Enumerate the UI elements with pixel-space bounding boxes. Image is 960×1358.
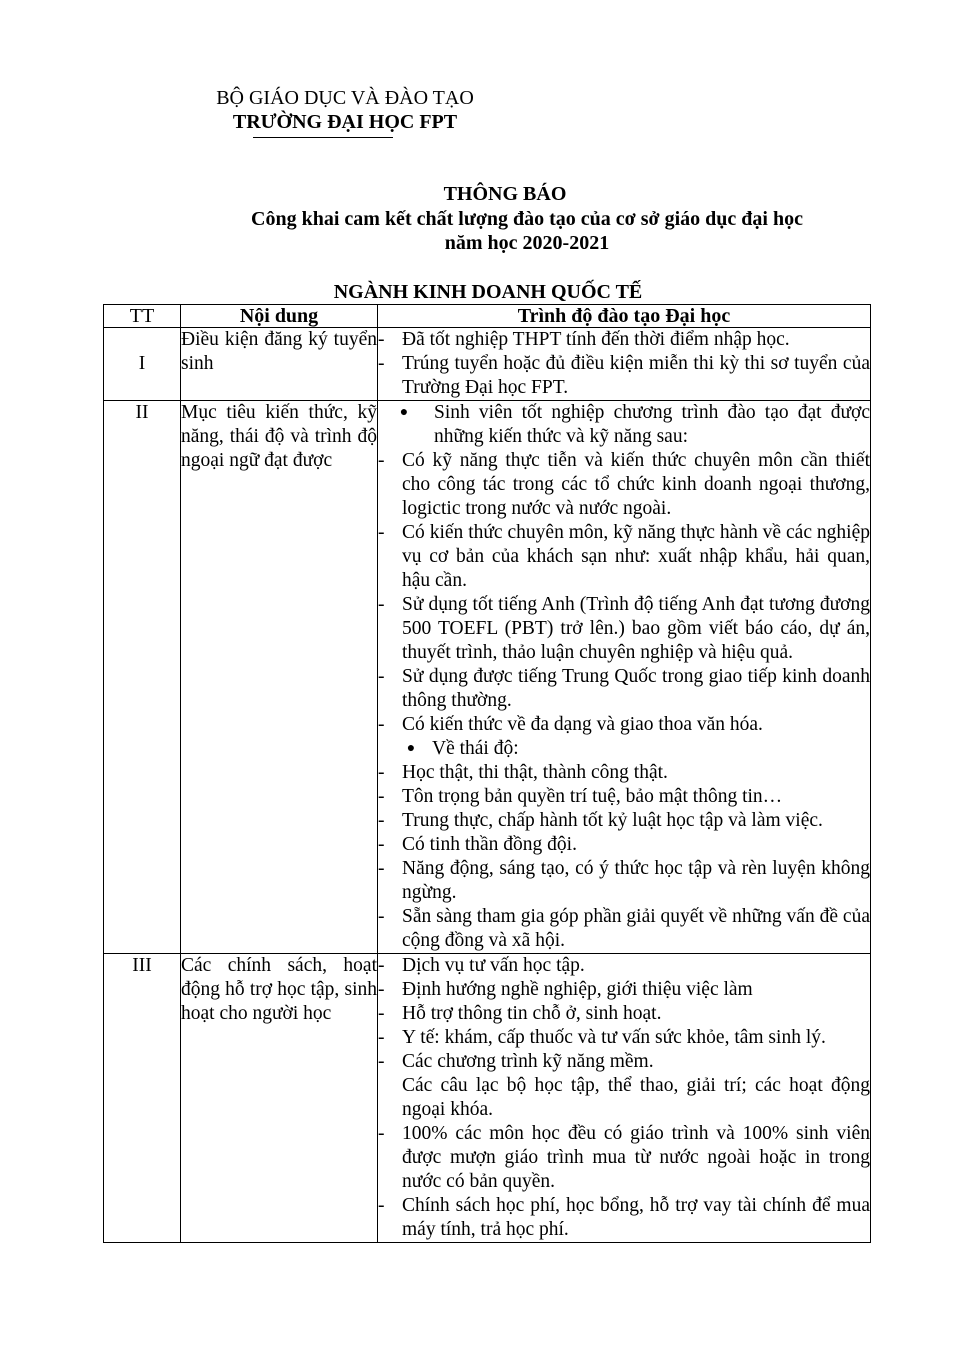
list-item: - Chính sách học phí, học bổng, hỗ trợ vay tài chính để mua máy tính, trả học phí. [378, 1195, 870, 1240]
list-item: - Có tinh thần đồng đội. [378, 834, 577, 855]
document-header [200, 86, 490, 134]
row-details [378, 328, 871, 401]
list-item: - Dịch vụ tư vấn học tập. [378, 955, 585, 976]
row-content: Các chính sách, hoạt động hỗ trợ học tập, sinh hoạt cho người học [181, 954, 378, 1243]
list-item: - Hỗ trợ thông tin chỗ ở, sinh hoạt. [378, 1003, 662, 1024]
list-item: - Sử dụng được tiếng Trung Quốc trong giao tiếp kinh doanh thông thường. [378, 666, 870, 711]
table-row [104, 328, 871, 401]
row-number: III [104, 954, 181, 1243]
list-item: - Định hướng nghề nghiệp, giới thiệu việc làm [378, 979, 753, 1000]
notice-title: THÔNG BÁO [443, 183, 567, 205]
list-item-continuation: Các câu lạc bộ học tập, thể thao, giải trí; các hoạt động ngoại khóa. [402, 1075, 870, 1120]
header-level: Trình độ đào tạo Đại học [378, 305, 871, 328]
list-item: - Đã tốt nghiệp THPT tính đến thời điểm nhập học. [378, 329, 790, 350]
bullet-item: ● Sinh viên tốt nghiệp chương trình đào tạo đạt được những kiến thức và kỹ năng sau: [374, 401, 870, 449]
header-underline [253, 137, 393, 138]
list-item: - Sẵn sàng tham gia góp phần giải quyết về những vấn đề của cộng đồng và xã hội. [378, 906, 870, 951]
major-title: NGÀNH KINH DOANH QUỐC TẾ [333, 281, 643, 303]
row-number [104, 328, 181, 401]
row-details [378, 954, 871, 1243]
notice-subtitle: Công khai cam kết chất lượng đào tạo của cơ sở giáo dục đại học [251, 208, 803, 230]
list-item: - Năng động, sáng tạo, có ý thức học tập và rèn luyện không ngừng. [378, 858, 870, 903]
list-item: - Có kiến thức về đa dạng và giao thoa văn hóa. [378, 714, 763, 735]
list-item: - Các chương trình kỹ năng mềm. [378, 1051, 654, 1072]
ministry-name: BỘ GIÁO DỤC VÀ ĐÀO TẠO [216, 87, 474, 109]
bullet-icon: ● [399, 405, 409, 420]
list-item: - 100% các môn học đều có giáo trình và 100% sinh viên được mượn giáo trình mua từ nước ngoài hoặc in trong nước có bản quyền. [378, 1123, 870, 1192]
row-details [378, 401, 871, 954]
bullet-item: ● Về thái độ: [390, 737, 870, 761]
header-content: Nội dung [181, 305, 378, 328]
bullet-icon: ● [406, 741, 416, 756]
list-item: - Sử dụng tốt tiếng Anh (Trình độ tiếng Anh đạt tương đương 500 TOEFL (PBT) trở lên.) bao gồm viết báo cáo, dự án, thuyết trình, thảo luận chuyên nghiệp và hiệu quả. [378, 594, 870, 663]
list-item: - Trúng tuyển hoặc đủ điều kiện miễn thi kỳ thi sơ tuyển của Trường Đại học FPT. [378, 353, 870, 398]
table-row [104, 401, 871, 954]
table-header-row [104, 305, 871, 328]
row-number: II [104, 401, 181, 954]
school-name: TRƯỜNG ĐẠI HỌC FPT [232, 111, 458, 133]
list-item: - Y tế: khám, cấp thuốc và tư vấn sức khỏe, tâm sinh lý. [378, 1027, 826, 1048]
commitment-table [103, 304, 871, 1243]
list-item: - Có kỹ năng thực tiễn và kiến thức chuyên môn cần thiết cho công tác trong các tổ chức kinh doanh ngoại thương, logictic trong nước và nước ngoài. [378, 450, 870, 519]
row-content: Mục tiêu kiến thức, kỹ năng, thái độ và trình độ ngoại ngữ đạt được [181, 401, 378, 954]
list-item: - Có kiến thức chuyên môn, kỹ năng thực hành về các nghiệp vụ cơ bản của khách sạn như: xuất nhập khẩu, hải quan, hậu cần. [378, 522, 870, 591]
list-item: - Học thật, thi thật, thành công thật. [378, 762, 668, 783]
list-item: - Tôn trọng bản quyền trí tuệ, bảo mật thông tin… [378, 786, 783, 807]
notice-year: năm học 2020-2021 [444, 232, 610, 254]
list-item: - Trung thực, chấp hành tốt kỷ luật học tập và làm việc. [378, 810, 823, 831]
row-number-text: I [138, 353, 146, 374]
table-row [104, 954, 871, 1243]
header-tt: TT [104, 305, 181, 328]
row-content: Điều kiện đăng ký tuyển sinh [181, 328, 378, 401]
